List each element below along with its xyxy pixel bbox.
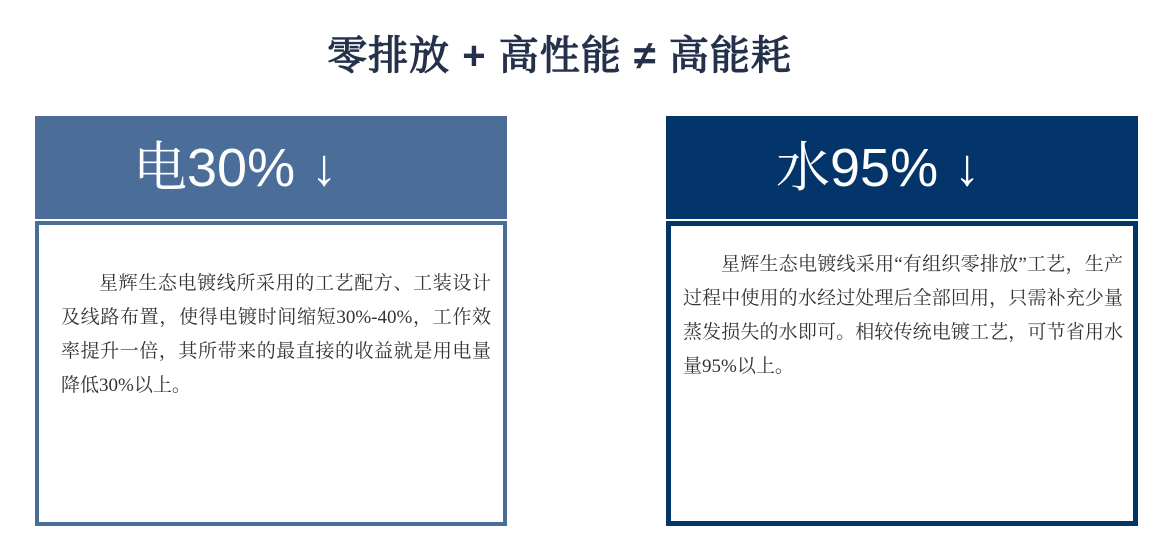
water-card — [666, 116, 1138, 526]
down-arrow-icon: ↓ — [954, 138, 981, 197]
electricity-headline — [133, 137, 338, 198]
water-card-header — [666, 116, 1138, 219]
water-headline-text: 水95% — [776, 137, 939, 198]
electricity-card — [35, 116, 507, 526]
electricity-body-text: 星辉生态电镀线所采用的工艺配方、工装设计及线路布置，使得电镀时间缩短30%-40%，工作效率提升一倍，其所带来的最直接的收益就是用电量降低30%以上。 — [61, 273, 491, 396]
down-arrow-icon: ↓ — [311, 138, 338, 197]
water-card-body — [666, 221, 1138, 526]
electricity-card-body — [35, 221, 507, 526]
page-title: 零排放 + 高性能 ≠ 高能耗 — [327, 34, 792, 78]
water-headline — [776, 137, 981, 198]
electricity-headline-text: 电30% — [133, 137, 296, 198]
electricity-card-header — [35, 116, 507, 219]
water-body-text: 星辉生态电镀线采用“有组织零排放”工艺，生产过程中使用的水经过处理后全部回用，只需补充少量蒸发损失的水即可。相较传统电镀工艺，可节省用水量95%以上。 — [683, 254, 1123, 377]
